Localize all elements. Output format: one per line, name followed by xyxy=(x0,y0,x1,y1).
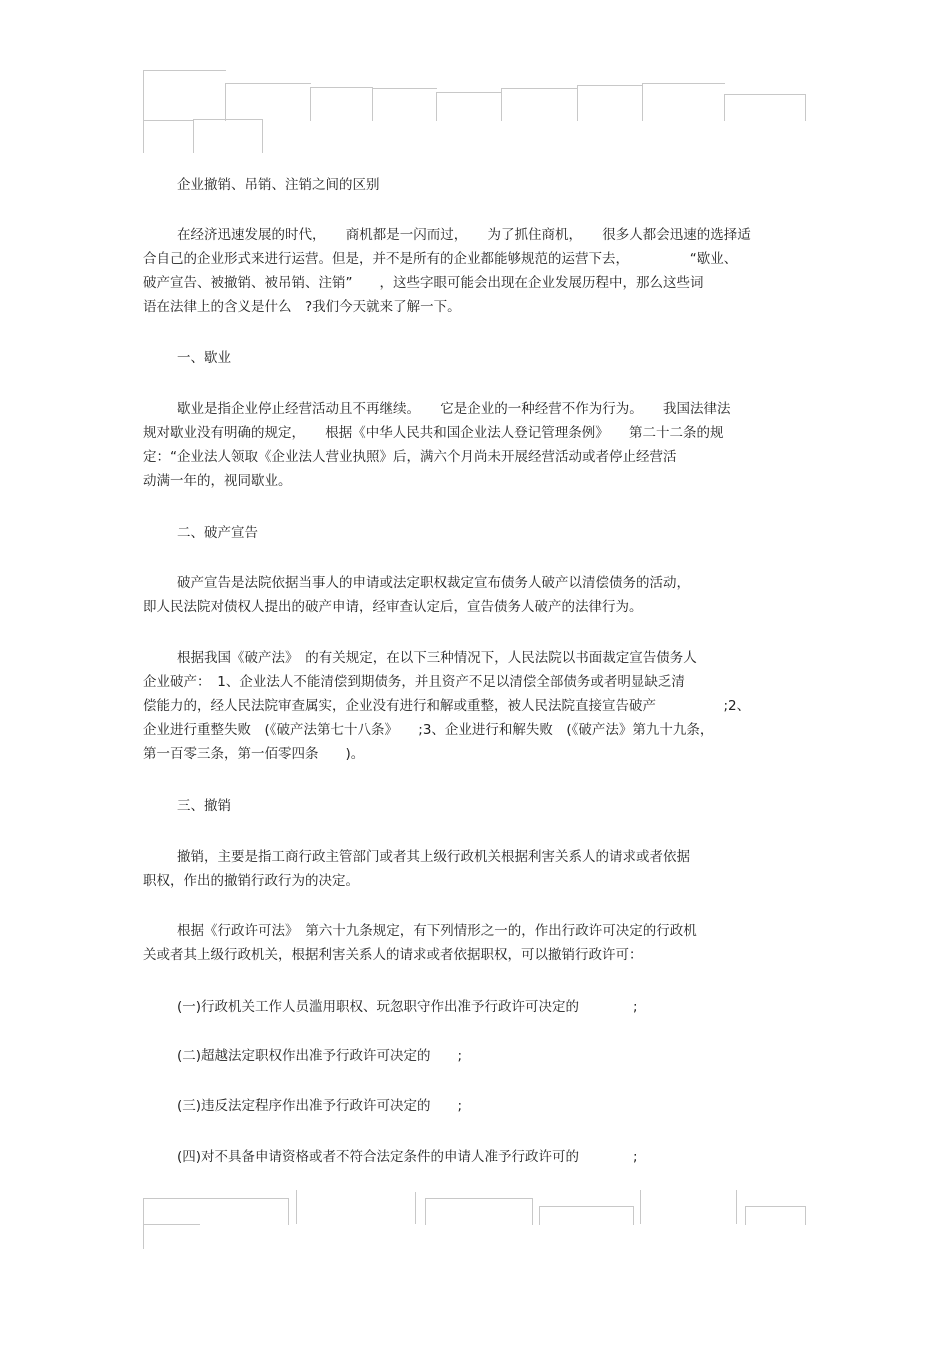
list-item: (二)超越法定职权作出准予行政许可决定的 ; xyxy=(177,1048,463,1064)
section-heading: 一、歇业 xyxy=(177,350,231,366)
list-item: (四)对不具备申请资格或者不符合法定条件的申请人准予行政许可的 ; xyxy=(177,1149,638,1165)
footer-border-decoration xyxy=(0,1180,950,1260)
list-item: (一)行政机关工作人员滥用职权、玩忽职守作出准予行政许可决定的 ; xyxy=(177,999,638,1015)
document-title: 企业撤销、吊销、注销之间的区别 xyxy=(177,177,380,193)
header-border-decoration xyxy=(0,0,950,160)
section-heading: 三、撤销 xyxy=(177,798,231,814)
intro-paragraph: 在经济迅速发展的时代， 商机都是一闪而过， 为了抓住商机， 很多人都会迅速的选择适 合自己的企业形式来进行运营。但是，并不是所有的企业都能够规范的运营下去， “歇业、 破产宣告、被撤销、被吊销、注销” ，这些字眼可能会出现在企业发展历程中，那么这些词 语在法律上的含义是什么 ?我们今天就来了解一下。 xyxy=(143,227,751,315)
section-heading: 二、破产宣告 xyxy=(177,525,258,541)
section-3-paragraph: 根据《行政许可法》 第六十九条规定，有下列情形之一的，作出行政许可决定的行政机 关或者其上级行政机关，根据利害关系人的请求或者依据职权，可以撤销行政许可： xyxy=(143,923,697,963)
section-2-paragraph: 破产宣告是法院依据当事人的申请或法定职权裁定宣布债务人破产以清偿债务的活动， 即人民法院对债权人提出的破产申请，经审查认定后，宣告债务人破产的法律行为。 xyxy=(143,575,690,615)
section-1-paragraph: 歇业是指企业停止经营活动且不再继续。 它是企业的一种经营不作为行为。 我国法律法 规对歇业没有明确的规定， 根据《中华人民共和国企业法人登记管理条例》 第二十二条的规 定：“企业法人领取《企业法人营业执照》后，满六个月尚未开展经营活动或者停止经营活 动满一年的，视同歇业。 xyxy=(143,401,731,489)
section-3-paragraph: 撤销，主要是指工商行政主管部门或者其上级行政机关根据利害关系人的请求或者依据 职权，作出的撤销行政行为的决定。 xyxy=(143,849,690,889)
section-2-paragraph: 根据我国《破产法》 的有关规定，在以下三种情况下，人民法院以书面裁定宣告债务人 企业破产： 1、企业法人不能清偿到期债务，并且资产不足以清偿全部债务或者明显缺乏清 偿能力的，经人民法院审查属实，企业没有进行和解或重整，被人民法院直接宣告破产 ;2、 企业进行重整失败 (《破产法第七十八条》 ;3、企业进行和解失败 (《破产法》第九十九条， 第一百零三条，第一佰零四条 )。 xyxy=(143,650,751,762)
list-item: (三)违反法定程序作出准予行政许可决定的 ; xyxy=(177,1098,463,1114)
